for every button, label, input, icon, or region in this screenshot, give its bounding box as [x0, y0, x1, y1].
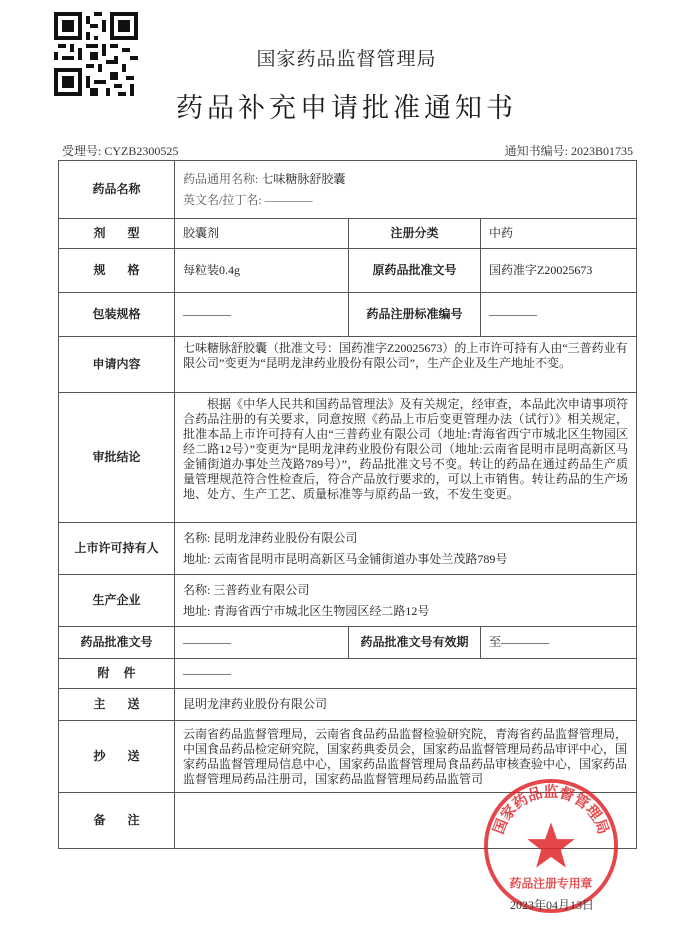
main-recipient-value: 昆明龙津药业股份有限公司: [175, 689, 637, 721]
approval-no-value: ————: [175, 627, 349, 659]
english-name-label: 英文名/拉丁名:: [183, 192, 262, 207]
copy-to-value: 云南省药品监督管理局，云南省食品药品监督检验研究院，青海省药品监督管理局，中国食品药品检定研究院，国家药典委员会，国家药品监督管理局药品审评中心，国家药品监督管理局信息中心，国家药品监督管理局食品药品审核查验中心，国家药品监督管理局药品注册司，国家药品监督管理局药品监管司: [175, 721, 637, 793]
seal-bottom-text: 药品注册专用章: [509, 876, 593, 891]
copy-to-label: 抄送: [59, 721, 175, 793]
acceptance-number-value: CYZB2300525: [104, 144, 179, 158]
issuing-authority: 国家药品监督管理局: [256, 48, 437, 70]
approval-validity-value: 至————: [481, 627, 637, 659]
approval-validity-label: 药品批准文号有效期: [349, 627, 481, 659]
registration-class-label: 注册分类: [349, 219, 481, 249]
row-dosage: [59, 219, 637, 249]
acceptance-number-label: 受理号:: [62, 144, 102, 158]
dosage-form-label: 剂型: [59, 219, 175, 249]
row-conclusion: [59, 393, 637, 523]
notice-number: [505, 142, 633, 159]
attachment-value: ————: [175, 659, 637, 689]
specification-label: 规格: [59, 249, 175, 293]
remarks-label: 备注: [59, 793, 175, 849]
official-seal: [482, 777, 620, 915]
holder-address-line: [183, 552, 628, 567]
row-manufacturer: [59, 575, 637, 627]
dosage-form-value: 胶囊剂: [175, 219, 349, 249]
conclusion-text: 根据《中华人民共和国药品管理法》及有关规定，经审查，本品此次申请事项符合药品注册的有关要求，同意按照《药品上市后变更管理办法（试行）》相关规定，批准本品上市许可持有人由“三普药业有限公司（地址:青海省西宁市城北区生物园区经二路12号）”变更为“昆明龙津药业股份有限公司（地址:云南省昆明市昆明高新区马金铺街道办事处兰茂路789号）”，药品批准文号不变。转让的药品在通过药品生产质量管理规范符合性检查后，符合产品放行要求的，可以上市销售。转让药品的生产场地、处方、生产工艺、质量标准等与原药品一致，不发生变更。: [175, 393, 637, 523]
row-holder: [59, 523, 637, 575]
row-application: [59, 337, 637, 393]
row-drug-name: [59, 161, 637, 219]
seal-arc-text: 国家药品监督管理局: [490, 783, 612, 837]
drug-name-label: 药品名称: [59, 161, 175, 219]
holder-address-value: 云南省昆明市昆明高新区马金铺街道办事处兰茂路789号: [213, 551, 508, 566]
document-title: 药品补充申请批准通知书: [176, 93, 517, 124]
seal-date: 2023年04月13日: [510, 898, 595, 912]
notice-number-label: 通知书编号:: [504, 144, 568, 158]
approval-no-label: 药品批准文号: [59, 627, 175, 659]
row-attachment: [59, 659, 637, 689]
acceptance-number: [62, 142, 178, 159]
holder-label: 上市许可持有人: [59, 523, 175, 575]
holder-cell: [175, 523, 637, 575]
specification-value: 每粒装0.4g: [175, 249, 349, 293]
holder-name-value: 昆明龙津药业股份有限公司: [213, 530, 358, 545]
row-packaging: [59, 293, 637, 337]
original-approval-label: 原药品批准文号: [349, 249, 481, 293]
holder-name-label: 名称:: [183, 530, 211, 545]
conclusion-label: 审批结论: [59, 393, 175, 523]
notice-number-value: 2023B01735: [570, 144, 633, 158]
packaging-value: ————: [175, 293, 349, 337]
manufacturer-name-value: 三普药业有限公司: [213, 582, 310, 597]
main-recipient-label: 主送: [59, 689, 175, 721]
manufacturer-name-label: 名称:: [183, 582, 211, 597]
standard-no-value: ————: [481, 293, 637, 337]
packaging-label: 包装规格: [59, 293, 175, 337]
manufacturer-address-line: [183, 604, 628, 619]
manufacturer-name-line: [183, 583, 628, 598]
attachment-label: 附件: [59, 659, 175, 689]
row-main-recipient: [59, 689, 637, 721]
application-label: 申请内容: [59, 337, 175, 393]
common-name-value: 七味糖脉舒胶囊: [261, 171, 346, 186]
english-name-line: [183, 193, 628, 208]
standard-no-label: 药品注册标准编号: [349, 293, 481, 337]
registration-class-value: 中药: [481, 219, 637, 249]
manufacturer-label: 生产企业: [59, 575, 175, 627]
row-approval-no: [59, 627, 637, 659]
common-name-label: 药品通用名称:: [183, 171, 259, 186]
seal-star-icon: [527, 822, 574, 867]
manufacturer-address-label: 地址:: [183, 603, 211, 618]
holder-name-line: [183, 531, 628, 546]
english-name-value: ————: [264, 192, 313, 207]
manufacturer-cell: [175, 575, 637, 627]
application-text: 七味糖脉舒胶囊（批准文号：国药准字Z20025673）的上市许可持有人由“三普药业有限公司”变更为“昆明龙津药业股份有限公司”，生产企业及生产地址不变。: [175, 337, 637, 393]
row-specification: [59, 249, 637, 293]
drug-name-cell: [175, 161, 637, 219]
manufacturer-address-value: 青海省西宁市城北区生物园区经二路12号: [213, 603, 430, 618]
original-approval-value: 国药准字Z20025673: [481, 249, 637, 293]
holder-address-label: 地址:: [183, 551, 211, 566]
approval-form-table: [58, 160, 637, 849]
common-name-line: [183, 172, 628, 187]
